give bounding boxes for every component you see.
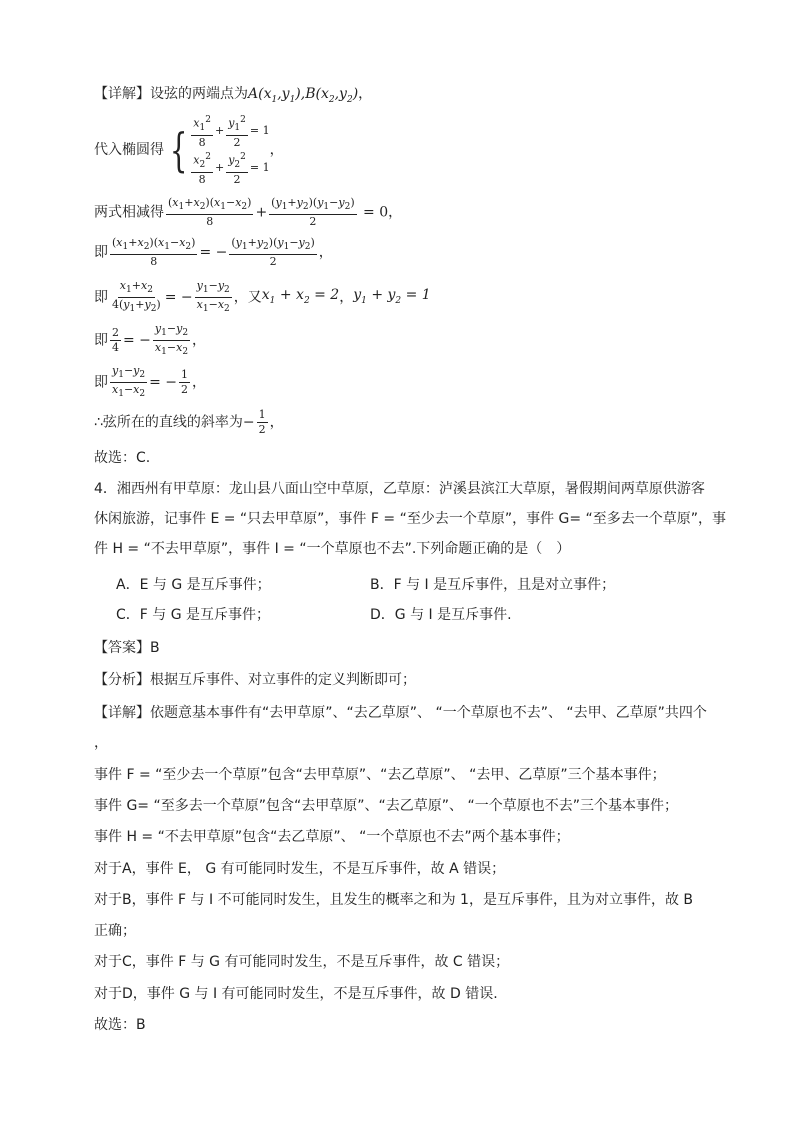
option-a: A．E 与 G 是互斥事件； xyxy=(116,577,271,593)
question-4-line-2: 休闲旅游，记事件 E = “只去甲草原”，事件 F = “至少去一个草原”，事件 G= “至多去一个草原”，事 xyxy=(94,511,727,527)
option-c: C．F 与 G 是互斥事件； xyxy=(116,607,271,623)
fraction-x: $\frac{(x_1+x_2)(x_1-x_2)}{8}$ xyxy=(168,196,252,229)
detail-line-1: 【详解】设弦的两端点为$A(x_1,y_1),B(x_2,y_2)$， xyxy=(94,86,373,105)
question-4-line-1: 4．湘西州有甲草原：龙山县八面山空中草原，乙草原：泸溪县滨江大草原，暑假期间两草原供游客 xyxy=(94,481,705,497)
detail2-line-6b: 正确； xyxy=(94,923,136,939)
detail-line-7: 即 $\frac{y_1-y_2}{x_1-x_2}$ = − $\frac{1}{2}$ ， xyxy=(94,364,207,400)
detail-label: 【详解】 xyxy=(94,86,150,102)
answer-line: 【答案】B xyxy=(94,640,160,656)
substitute-text: 代入椭圆得 xyxy=(94,141,164,158)
endpoints-math: $A(x_1,y_1),B(x_2,y_2)$ xyxy=(248,86,359,105)
ellipse-system: { $\frac{x_1^2}{8}$ + $\frac{y_1^2}{2}$ = 1 $\frac{x_2^2}{8}$ + $\frac{y_2^2}{2}$ = 1 xyxy=(169,115,270,186)
detail2-line-4: 事件 H = “不去甲草原”包含“去乙草原”、 “一个草原也不去”两个基本事件； xyxy=(94,829,570,845)
analysis-line: 【分析】根据互斥事件、对立事件的定义判断即可； xyxy=(94,672,416,688)
detail-line-3: 两式相减得 $\frac{(x_1+x_2)(x_1-x_2)}{8}$ + $\frac{(y_1+y_2)(y_1-y_2)}{2}$ = 0， xyxy=(94,196,403,229)
detail2-line-2: 事件 F = “至少去一个草原”包含“去甲草原”、“去乙草原”、 “去甲、乙草原”三个基本事件； xyxy=(94,767,666,783)
detail2-line-1b: ， xyxy=(94,735,108,751)
detail-line-5: 即 $\frac{x_1+x_2}{4(y_1+y_2)}$ = − $\frac{y_1-y_2}{x_1-x_2}$ ，又$x_1 + x_2 = 2$，$y_1 + y_2 = 1$ xyxy=(94,279,431,315)
detail2-line-6: 对于B，事件 F 与 I 不可能同时发生，且发生的概率之和为 1，是互斥事件，且为对立事件，故 B xyxy=(94,892,693,908)
choice-c-line: 故选：C. xyxy=(94,450,151,466)
detail2-line-1: 【详解】依题意基本事件有“去甲草原”、“去乙草原”、 “一个草原也不去”、 “去甲、乙草原”共四个 xyxy=(94,705,707,721)
option-b: B．F 与 I 是互斥事件，且是对立事件； xyxy=(370,577,616,593)
question-4-line-3: 件 H = “不去甲草原”，事件 I = “一个草原也不去”.下列命题正确的是（ ） xyxy=(94,541,571,557)
condition-1: $x_1 + x_2 = 2$ xyxy=(261,286,340,306)
detail2-line-5: 对于A，事件 E， G 有可能同时发生，不是互斥事件，故 A 错误； xyxy=(94,861,506,877)
chord-text: 设弦的两端点为 xyxy=(150,86,248,102)
detail-line-8: ∴弦所在的直线的斜率为− $\frac{1}{2}$ ， xyxy=(94,408,284,436)
condition-2: $y_1 + y_2 = 1$ xyxy=(353,286,431,306)
question-number: 4． xyxy=(94,481,117,497)
detail-line-2: 代入椭圆得 { $\frac{x_1^2}{8}$ + $\frac{y_1^2}{2}$ = 1 $\frac{x_2^2}{8}$ + $\frac{y_2^2}{2}$ = 1 ， xyxy=(94,115,284,186)
final-choice-line: 故选：B xyxy=(94,1017,146,1033)
detail-line-4: 即 $\frac{(x_1+x_2)(x_1-x_2)}{8}$ = − $\frac{(y_1+y_2)(y_1-y_2)}{2}$ ， xyxy=(94,236,333,269)
option-d: D．G 与 I 是互斥事件. xyxy=(370,607,512,623)
detail2-line-3: 事件 G= “至多去一个草原”包含“去甲草原”、“去乙草原”、 “一个草原也不去”三个基本事件； xyxy=(94,798,678,814)
detail-line-6: 即 $\frac{2}{4}$ = − $\frac{y_1-y_2}{x_1-x_2}$ ， xyxy=(94,322,207,358)
detail2-line-8: 对于D，事件 G 与 I 有可能同时发生，不是互斥事件，故 D 错误. xyxy=(94,986,498,1002)
fraction-y: $\frac{(y_1+y_2)(y_1-y_2)}{2}$ xyxy=(271,196,355,229)
detail2-line-7: 对于C，事件 F 与 G 有可能同时发生，不是互斥事件，故 C 错误； xyxy=(94,954,510,970)
